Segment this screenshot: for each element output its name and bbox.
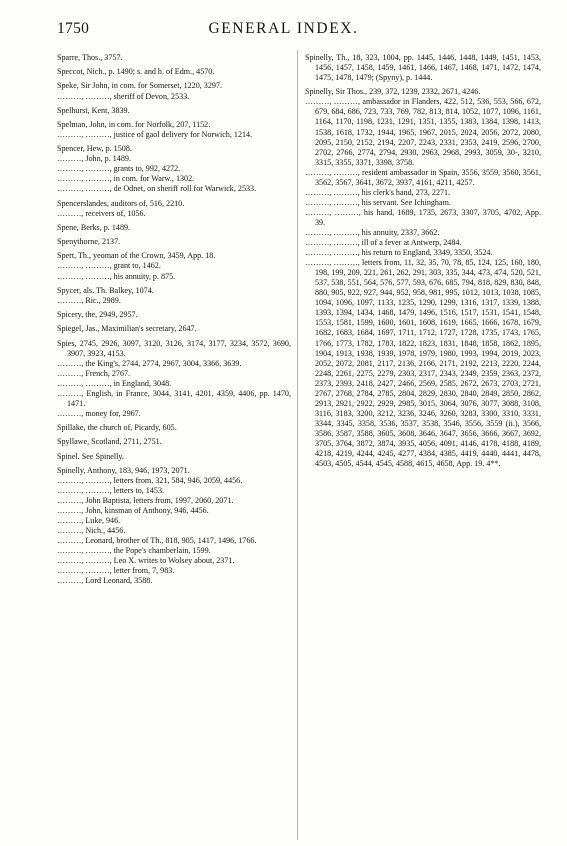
index-entry: ………, ………, de Odnet, on sheriff roll for Warwick, 2533. [57,184,257,194]
index-entry: ………, John, p. 1489. [57,154,131,164]
index-entry: ………, Nich., 4456. [57,526,126,536]
index-entry: Spycer, als. Th. Balkey, 1074. [57,285,154,295]
index-entry: ………, ………, his clerk's hand, 273, 2271. [305,187,451,197]
index-entry: Speke, Sir John, in com. for Somerset, 1220, 3297. [57,81,223,91]
index-entry: Spyllawe, Scotland, 2711, 2751. [57,437,162,447]
index-entry: ………, ………, ill of a fever at Antwerp, 2484. [305,238,462,248]
index-entry: ………, ………, his annuity, 2337, 3662. [305,227,440,237]
index-entry: Speccot, Nich., p. 1490; s. and h. of Edm., 4570. [57,67,215,77]
index-entry: ………, ………, letters from, 11, 32, 35, 70, 78, 85, 124, 125, 160, 180, 198, 199, 209, 221, 261, 262, 291, 303, 335, 344, 473, 474, 520, 521, 537, 538, 551, 564, 576, 577, 593, 676, 685, 794, 818, 829, 830, 848, 880, 905, 922, 927, 944, 952, 958, 981, 995, 1012, 1013, 1038, 1085, 1094, 1096, 1097, 1133, 1235, 1290, 1299, 1316, 1317, 1339, 1388, 1393, 1394, 1434, 1468, 1479, 1496, 1516, 1517, 1531, 1541, 1548, 1553, 1581, 1599, 1600, 1601, 1608, 1619, 1665, 1666, 1678, 1679, 1682, 1683, 1684, 1697, 1711, 1712, 1727, 1728, 1735, 1743, 1765, 1766, 1773, 1782, 1783, 1822, 1823, 1831, 1848, 1858, 1862, 1895, 1904, 1913, 1938, 1939, 1978, 1979, 1980, 1993, 1994, 2019, 2023, 2052, 2072, 2081, 2117, 2136, 2166, 2171, 2192, 2213, 2220, 2244, 2248, 2261, 2275, 2279, 2303, 2317, 2343, 2349, 2359, 2363, 2372, 2373, 2393, 2418, 2427, 2466, 2569, 2585, 2672, 2673, 2703, 2721, 2767, 2768, 2784, 2785, 2804, 2829, 2830, 2840, 2849, 2850, 2862, 2913, 2921, 2922, 2929, 2985, 3015, 3064, 3076, 3077, 3088, 3108, 3116, 3183, 3200, 3212, 3236, 3246, 3260, 3283, 3300, 3310, 3331, 3344, 3345, 3358, 3536, 3537, 3538, 3546, 3556, 3559 (ii.), 3566, 3586, 3587, 3588, 3605, 3608, 3646, 3647, 3656, 3666, 3667, 3692, 3705, 3764, 3872, 3874, 3935, 4056, 4091, 4146, 4178, 4188, 4189, 4218, 4219, 4244, 4245, 4277, 4384, 4385, 4419, 4440, 4441, 4478, 4503, 4505, 4544, 4545, 4588, 4615, 4658, App. 19. 4**. [305,258,541,469]
index-entry: Spinelly, Anthony, 183, 946, 1973, 2071. [57,465,190,475]
index-entry: ………, Luke, 946. [57,516,121,526]
index-entry: ………, ………, letter from, 7, 983. [57,566,175,576]
index-entry: Spene, Berks, p. 1489. [57,222,131,232]
index-entry: ………, French, 2767. [57,368,131,378]
index-entry: ………, Ric., 2989. [57,295,121,305]
index-entry: Spinelly, Sir Thos., 239, 372, 1239, 2332, 2671, 4246. [305,87,481,97]
index-entry: Spencerslandes, auditors of, 516, 2210. [57,198,185,208]
index-entry: ………, ………, in com. for Warw., 1302. [57,174,195,184]
page-number: 1750 [57,20,90,37]
index-entry: ………, ………, his return to England, 3349, 3350, 3524. [305,248,493,258]
index-column-left [57,53,291,586]
index-entry: ………, ………, his hand, 1689, 1735, 2673, 3307, 3705, 4702, App. 39. [305,207,541,227]
index-entry: Spelhurst, Kent, 3839. [57,105,130,115]
index-column-right [305,53,541,469]
index-entry: ………, ………, resident ambassador in Spain, 3556, 3559, 3560, 3561, 3562, 3567, 3641, 3672, 3937, 4161, 4211, 4257. [305,167,541,187]
index-entry: ………, ………, grant to, 1462. [57,261,161,271]
index-entry: ………, ………, justice of gaol delivery for Norwich, 1214. [57,130,253,140]
index-entry: Spiegel, Jas., Maximilian's secretary, 2647. [57,324,197,334]
index-entry: Spert, Th., yeoman of the Crown, 3459, App. 18. [57,251,216,261]
index-entry: Spinel. See Spinelly. [57,451,124,461]
index-entry: ………, ………, his annuity, p. 875. [57,271,176,281]
index-entry: Spillake, the church of, Picardy, 605. [57,423,177,433]
running-title: GENERAL INDEX. [208,20,359,37]
index-entry: ………, John Baptista, letters from, 1997, 2060, 2071. [57,495,234,505]
index-entry: ………, Leonard, brother of Th., 818, 905, 1417, 1496, 1766. [57,536,257,546]
index-entry: ………, ………, Leo X. writes to Wolsey about, 2371. [57,556,235,566]
index-entry: ………, ………, grants to, 992, 4272. [57,164,181,174]
index-entry: ………, English, in France, 3044, 3141, 4201, 4359, 4406, pp. 1470, 1471. [57,388,291,408]
column-divider [297,50,298,840]
running-header [0,20,567,46]
index-entry: Spencer, Hew, p. 1508. [57,144,132,154]
index-entry: ………, ………, ambassador in Flanders, 422, 512, 536, 553, 566, 672, 679, 684, 686, 723, 733, 769, 782, 813, 814, 1052, 1077, 1096, 1161, 1164, 1170, 1198, 1231, 1291, 1351, 1355, 1383, 1384, 1398, 1413, 1538, 1618, 1732, 1944, 1965, 1967, 2015, 2024, 2056, 2072, 2080, 2095, 2150, 2152, 2194, 2207, 2243, 2331, 2353, 2419, 2596, 2700, 2702, 2766, 2774, 2794, 2930, 2963, 2968, 2993, 3059, 30-, 3210, 3315, 3355, 3371, 3398, 3758. [305,97,541,167]
index-entry: ………, ………, letters from, 321, 584, 946, 2059, 4456. [57,475,243,485]
index-entry: Spies, 2745, 2926, 3097, 3120, 3126, 3174, 3177, 3234, 3572, 3690, 3907, 3923, 4153. [57,338,291,358]
index-entry: ………, the King's, 2744, 2774, 2967, 3004, 3366, 3639. [57,358,242,368]
index-entry: ………, ………, in England, 3048. [57,378,172,388]
index-entry: ………, ………, the Pope's chamberlain, 1599. [57,546,211,556]
index-entry: ………, money for, 2967. [57,408,141,418]
index-entry: ………, ………, letters to, 1453. [57,485,165,495]
index-entry: ………, Lord Leonard, 3588. [57,576,153,586]
index-entry: ………, ………, his servant. See Ichingham. [305,197,451,207]
index-entry: Spenythorne, 2137. [57,237,121,247]
index-entry: Sparre, Thos., 3757. [57,53,123,62]
index-entry: Spinelly, Th., 18, 323, 1004, pp. 1445, 1446, 1448, 1449, 1451, 1453, 1456, 1457, 1458, 1459, 1461, 1466, 1467, 1468, 1471, 1472, 1474, 1475, 1478, 1479; (Spyny), p. 1444. [305,53,541,83]
index-entry: Spelman, John, in com. for Norfolk, 207, 1152. [57,119,211,129]
index-entry: ………, ………, sheriff of Devon, 2533. [57,91,190,101]
index-entry: Spicery, the, 2949, 2957. [57,310,138,320]
index-entry: ………, John, kinsman of Anthony, 946, 4456. [57,505,209,515]
index-entry: ………, receivers of, 1056. [57,208,146,218]
